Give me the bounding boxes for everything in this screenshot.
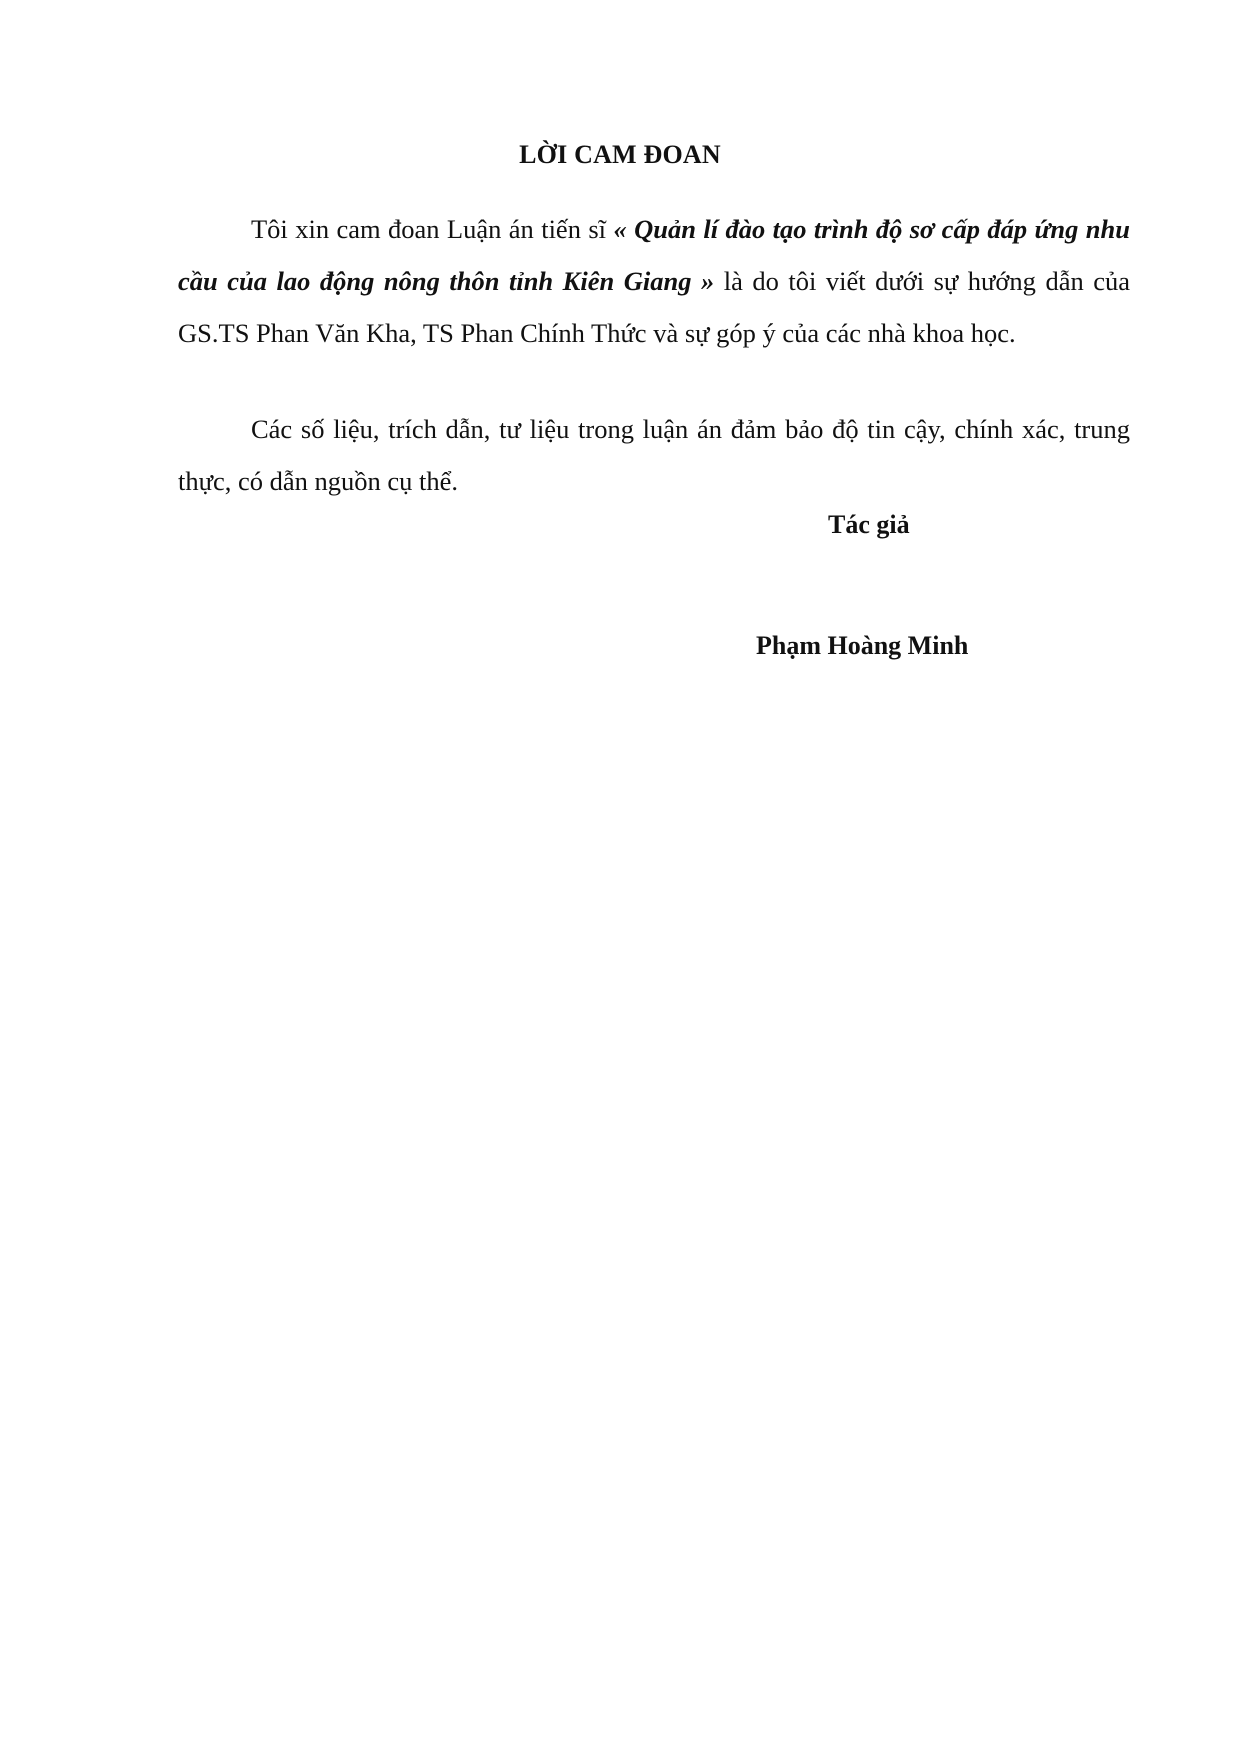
paragraph-1-text bbox=[178, 203, 1130, 359]
page-title: LỜI CAM ĐOAN bbox=[519, 140, 721, 169]
thesis-title-close-quote: » bbox=[691, 266, 715, 296]
paragraph-2-text: Các số liệu, trích dẫn, tư liệu trong luận án đảm bảo độ tin cậy, chính xác, trung thực, có dẫn nguồn cụ thể. bbox=[178, 414, 1130, 496]
thesis-title-open-quote: « bbox=[613, 214, 635, 244]
thesis-title: Quản lí đào tạo trình độ sơ cấp đáp ứng nhu cầu của lao động nông thôn tỉnh Kiên Giang bbox=[178, 214, 1130, 296]
declaration-paragraph-2 bbox=[178, 403, 1130, 507]
paragraph-1-rest: là do tôi viết dưới sự hướng dẫn của GS.TS Phan Văn Kha, TS Phan Chính Thức và sự góp ý của các nhà khoa học. bbox=[178, 266, 1130, 348]
paragraph-1-lead: Tôi xin cam đoan Luận án tiến sĩ bbox=[251, 214, 614, 244]
author-label: Tác giả bbox=[828, 510, 910, 539]
declaration-paragraph-1 bbox=[178, 203, 1130, 359]
author-name: Phạm Hoàng Minh bbox=[756, 631, 969, 660]
